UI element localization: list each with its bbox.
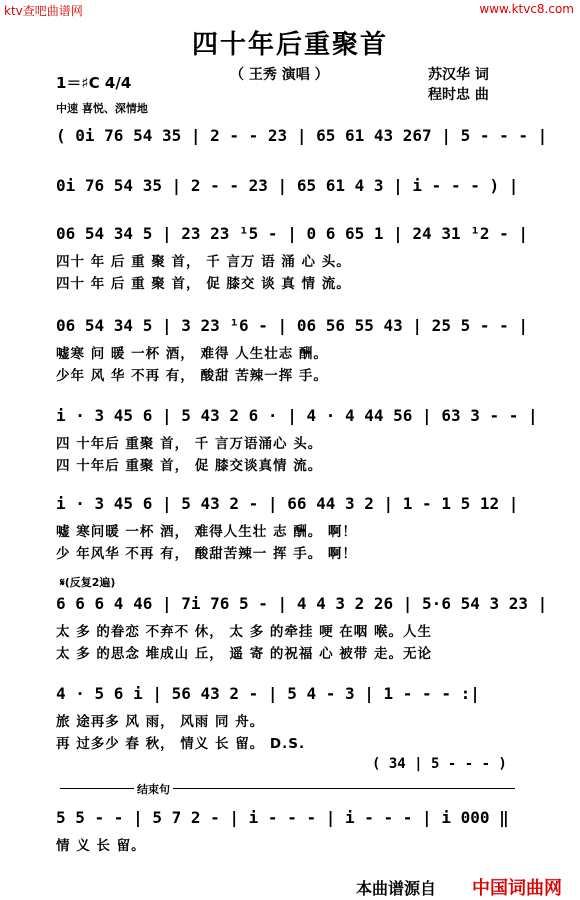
singer: （ 王秀 演唱 ） bbox=[230, 67, 329, 83]
key-signature: 1＝♯C 4/4 bbox=[56, 74, 132, 92]
lyric-line: 再 过多少 春 秋， 情义 长 留。 D.S. bbox=[56, 736, 306, 752]
notation-row-6: i · 3 45 6 | 5 43 2 - | 66 44 3 2 | 1 - 1 5 12 | bbox=[56, 494, 519, 513]
lyric-line: 嘘 寒问暖 一杯 酒， 难得人生壮 志 酬。 啊！ bbox=[56, 524, 357, 540]
ending-label: 结束句 bbox=[134, 781, 173, 797]
lyric-line: 四 十年后 重聚 首， 千 言万语涌心 头。 bbox=[56, 436, 323, 452]
lyric-line: 嘘寒 问 暖 一杯 酒， 难得 人生壮志 酬。 bbox=[56, 346, 328, 362]
segno-mark: 𝄋(反复2遍) bbox=[60, 576, 116, 589]
lyric-line: 四 十年后 重聚 首， 促 膝交谈真情 流。 bbox=[56, 458, 323, 474]
lyric-line: 少年 风 华 不再 有， 酸甜 苦辣一挥 手。 bbox=[56, 368, 328, 384]
notation-row-4: 06 54 34 5 | 3 23 ¹6 - | 06 56 55 43 | 25 5 - - | bbox=[56, 316, 529, 335]
footer-site-name[interactable]: 中国词曲网 bbox=[472, 878, 562, 899]
notation-row-9: 5 5 - - | 5 7 2 - | i - - - | i - - - | i 000 ‖ bbox=[56, 808, 509, 827]
lyric-line: 少 年风华 不再 有， 酸甜苦辣一 挥 手。 啊！ bbox=[56, 546, 357, 562]
notation-row-7: 6 6 6 4 46 | 7i 76 5 - | 4 4 3 2 26 | 5·6 54 3 23 | bbox=[56, 594, 548, 613]
notation-row-8: 4 · 5 6 i | 56 43 2 - | 5 4 - 3 | 1 - - - :| bbox=[56, 684, 480, 703]
lyric-line: 太 多 的思念 堆成山 丘， 遥 寄 的祝福 心 被带 走。无论 bbox=[56, 646, 432, 662]
watermark-left: ktv查吧曲谱网 bbox=[4, 4, 83, 18]
footer-source-label: 本曲谱源自 bbox=[356, 879, 437, 898]
lyricist: 苏汉华 词 bbox=[428, 67, 489, 83]
notation-row-3: 06 54 34 5 | 23 23 ¹5 - | 0 6 65 1 | 24 31 ¹2 - | bbox=[56, 224, 529, 243]
ending-line bbox=[60, 788, 515, 789]
notation-row-2: 0i 76 54 35 | 2 - - 23 | 65 61 4 3 | i - - - ) | bbox=[56, 176, 519, 195]
ds-transition-phrase: ( 34 | 5 - - - ) bbox=[372, 756, 507, 772]
tempo-marking: 中速 喜悦、深情地 bbox=[56, 102, 148, 115]
lyric-line: 情 义 长 留。 bbox=[56, 838, 146, 854]
notation-row-1: ( 0i 76 54 35 | 2 - - 23 | 65 61 43 267 | 5 - - - | bbox=[56, 126, 548, 145]
lyric-line: 旅 途再多 风 雨， 风雨 同 舟。 bbox=[56, 714, 265, 730]
notation-row-5: i · 3 45 6 | 5 43 2 6 · | 4 · 4 44 56 | 63 3 - - | bbox=[56, 406, 538, 425]
watermark-right: www.ktvc8.com bbox=[479, 2, 574, 16]
composer: 程时忠 曲 bbox=[428, 87, 489, 103]
lyric-line: 太 多 的眷恋 不弃不 休， 太 多 的牵挂 哽 在咽 喉。人生 bbox=[56, 624, 432, 640]
song-title: 四十年后重聚首 bbox=[191, 30, 388, 60]
lyric-line: 四十 年 后 重 聚 首， 千 言万 语 涌 心 头。 bbox=[56, 254, 351, 270]
lyric-line: 四十 年 后 重 聚 首， 促 膝交 谈 真 情 流。 bbox=[56, 276, 351, 292]
